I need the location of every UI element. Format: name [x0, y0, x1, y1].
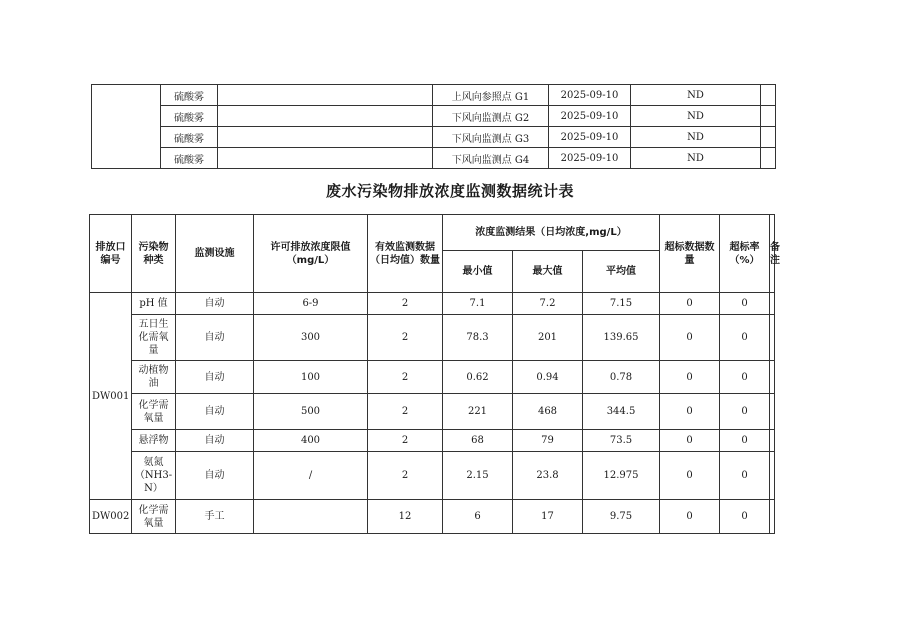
count-cell: 2 [368, 394, 443, 430]
result-cell: ND [631, 127, 761, 148]
limit-cell: 100 [254, 361, 368, 394]
max-cell: 201 [513, 315, 583, 361]
monitoring-point-cell: 下风向监测点 G3 [433, 127, 549, 148]
table-row [92, 148, 776, 169]
remark-cell [770, 452, 775, 500]
blank-cell [218, 127, 433, 148]
limit-cell: / [254, 452, 368, 500]
exceed-rate-cell: 0 [720, 394, 770, 430]
table-title: 废水污染物排放浓度监测数据统计表 [325, 182, 574, 200]
exceed-rate-cell: 0 [720, 293, 770, 315]
remark-cell [770, 394, 775, 430]
exceed-rate-cell: 0 [720, 500, 770, 534]
remark-cell [770, 500, 775, 534]
max-cell: 468 [513, 394, 583, 430]
blank-cell [761, 85, 776, 106]
pollutant-cell: 悬浮物 [132, 430, 176, 452]
min-cell: 78.3 [443, 315, 513, 361]
pollutant-cell: 化学需氧量 [132, 500, 176, 534]
header-pollutant: 污染物种类 [132, 215, 176, 293]
limit-cell [254, 500, 368, 534]
header-max: 最大值 [513, 251, 583, 293]
exceed-count-cell: 0 [660, 452, 720, 500]
header-remark: 备注 [770, 215, 775, 293]
facility-cell: 自动 [176, 361, 254, 394]
pollutant-cell: 氨氮（NH3-N） [132, 452, 176, 500]
min-cell: 6 [443, 500, 513, 534]
header-limit: 许可排放浓度限值（mg/L） [254, 215, 368, 293]
remark-cell [770, 293, 775, 315]
header-row [90, 215, 775, 251]
table-row [90, 293, 775, 315]
result-cell: ND [631, 85, 761, 106]
max-cell: 79 [513, 430, 583, 452]
limit-cell: 300 [254, 315, 368, 361]
date-cell: 2025-09-10 [549, 85, 631, 106]
table-row [90, 500, 775, 534]
blank-cell [761, 106, 776, 127]
outlet-id-cell: DW002 [90, 500, 132, 534]
header-results: 浓度监测结果（日均浓度,mg/L） [443, 215, 660, 251]
min-cell: 0.62 [443, 361, 513, 394]
remark-cell [770, 361, 775, 394]
pollutant-cell: 五日生化需氧量 [132, 315, 176, 361]
exceed-rate-cell: 0 [720, 315, 770, 361]
exceed-rate-cell: 0 [720, 430, 770, 452]
remark-cell [770, 315, 775, 361]
table-row [92, 106, 776, 127]
outlet-id-cell: DW001 [90, 293, 132, 500]
count-cell: 2 [368, 293, 443, 315]
count-cell: 2 [368, 361, 443, 394]
pollutant-cell: 硫酸雾 [161, 127, 218, 148]
pollutant-cell: 动植物油 [132, 361, 176, 394]
count-cell: 2 [368, 452, 443, 500]
exceed-rate-cell: 0 [720, 361, 770, 394]
exceed-count-cell: 0 [660, 315, 720, 361]
avg-cell: 12.975 [583, 452, 660, 500]
count-cell: 12 [368, 500, 443, 534]
exceed-count-cell: 0 [660, 430, 720, 452]
avg-cell: 0.78 [583, 361, 660, 394]
exceed-count-cell: 0 [660, 293, 720, 315]
air-monitoring-table [91, 84, 776, 169]
count-cell: 2 [368, 430, 443, 452]
facility-cell: 自动 [176, 315, 254, 361]
header-facility: 监测设施 [176, 215, 254, 293]
table-row [92, 85, 776, 106]
header-count: 有效监测数据（日均值）数量 [368, 215, 443, 293]
limit-cell: 500 [254, 394, 368, 430]
blank-cell [218, 106, 433, 127]
header-exceed-count: 超标数据数量 [660, 215, 720, 293]
blank-cell [761, 148, 776, 169]
avg-cell: 73.5 [583, 430, 660, 452]
avg-cell: 344.5 [583, 394, 660, 430]
blank-cell [761, 127, 776, 148]
pollutant-cell: 硫酸雾 [161, 148, 218, 169]
min-cell: 221 [443, 394, 513, 430]
header-outlet: 排放口编号 [90, 215, 132, 293]
pollutant-cell: 化学需氧量 [132, 394, 176, 430]
result-cell: ND [631, 106, 761, 127]
pollutant-cell: pH 值 [132, 293, 176, 315]
min-cell: 2.15 [443, 452, 513, 500]
blank-cell [218, 85, 433, 106]
remark-cell [770, 430, 775, 452]
facility-cell: 手工 [176, 500, 254, 534]
avg-cell: 9.75 [583, 500, 660, 534]
date-cell: 2025-09-10 [549, 106, 631, 127]
monitoring-point-cell: 下风向监测点 G2 [433, 106, 549, 127]
table-row [90, 315, 775, 361]
table-row [90, 394, 775, 430]
pollutant-cell: 硫酸雾 [161, 106, 218, 127]
avg-cell: 7.15 [583, 293, 660, 315]
header-avg: 平均值 [583, 251, 660, 293]
min-cell: 7.1 [443, 293, 513, 315]
avg-cell: 139.65 [583, 315, 660, 361]
monitoring-point-cell: 上风向参照点 G1 [433, 85, 549, 106]
exceed-rate-cell: 0 [720, 452, 770, 500]
max-cell: 0.94 [513, 361, 583, 394]
wastewater-statistics-table [89, 214, 781, 534]
exceed-count-cell: 0 [660, 361, 720, 394]
header-exceed-rate: 超标率（%） [720, 215, 770, 293]
limit-cell: 6-9 [254, 293, 368, 315]
blank-cell [218, 148, 433, 169]
exceed-count-cell: 0 [660, 394, 720, 430]
date-cell: 2025-09-10 [549, 127, 631, 148]
min-cell: 68 [443, 430, 513, 452]
table-row [90, 452, 775, 500]
monitoring-point-cell: 下风向监测点 G4 [433, 148, 549, 169]
max-cell: 17 [513, 500, 583, 534]
facility-cell: 自动 [176, 394, 254, 430]
max-cell: 7.2 [513, 293, 583, 315]
facility-cell: 自动 [176, 430, 254, 452]
table-row [90, 430, 775, 452]
header-min: 最小值 [443, 251, 513, 293]
facility-cell: 自动 [176, 293, 254, 315]
max-cell: 23.8 [513, 452, 583, 500]
date-cell: 2025-09-10 [549, 148, 631, 169]
exceed-count-cell: 0 [660, 500, 720, 534]
limit-cell: 400 [254, 430, 368, 452]
table-row [90, 361, 775, 394]
count-cell: 2 [368, 315, 443, 361]
facility-cell: 自动 [176, 452, 254, 500]
result-cell: ND [631, 148, 761, 169]
table-row [92, 127, 776, 148]
merged-blank-cell [92, 85, 161, 169]
pollutant-cell: 硫酸雾 [161, 85, 218, 106]
